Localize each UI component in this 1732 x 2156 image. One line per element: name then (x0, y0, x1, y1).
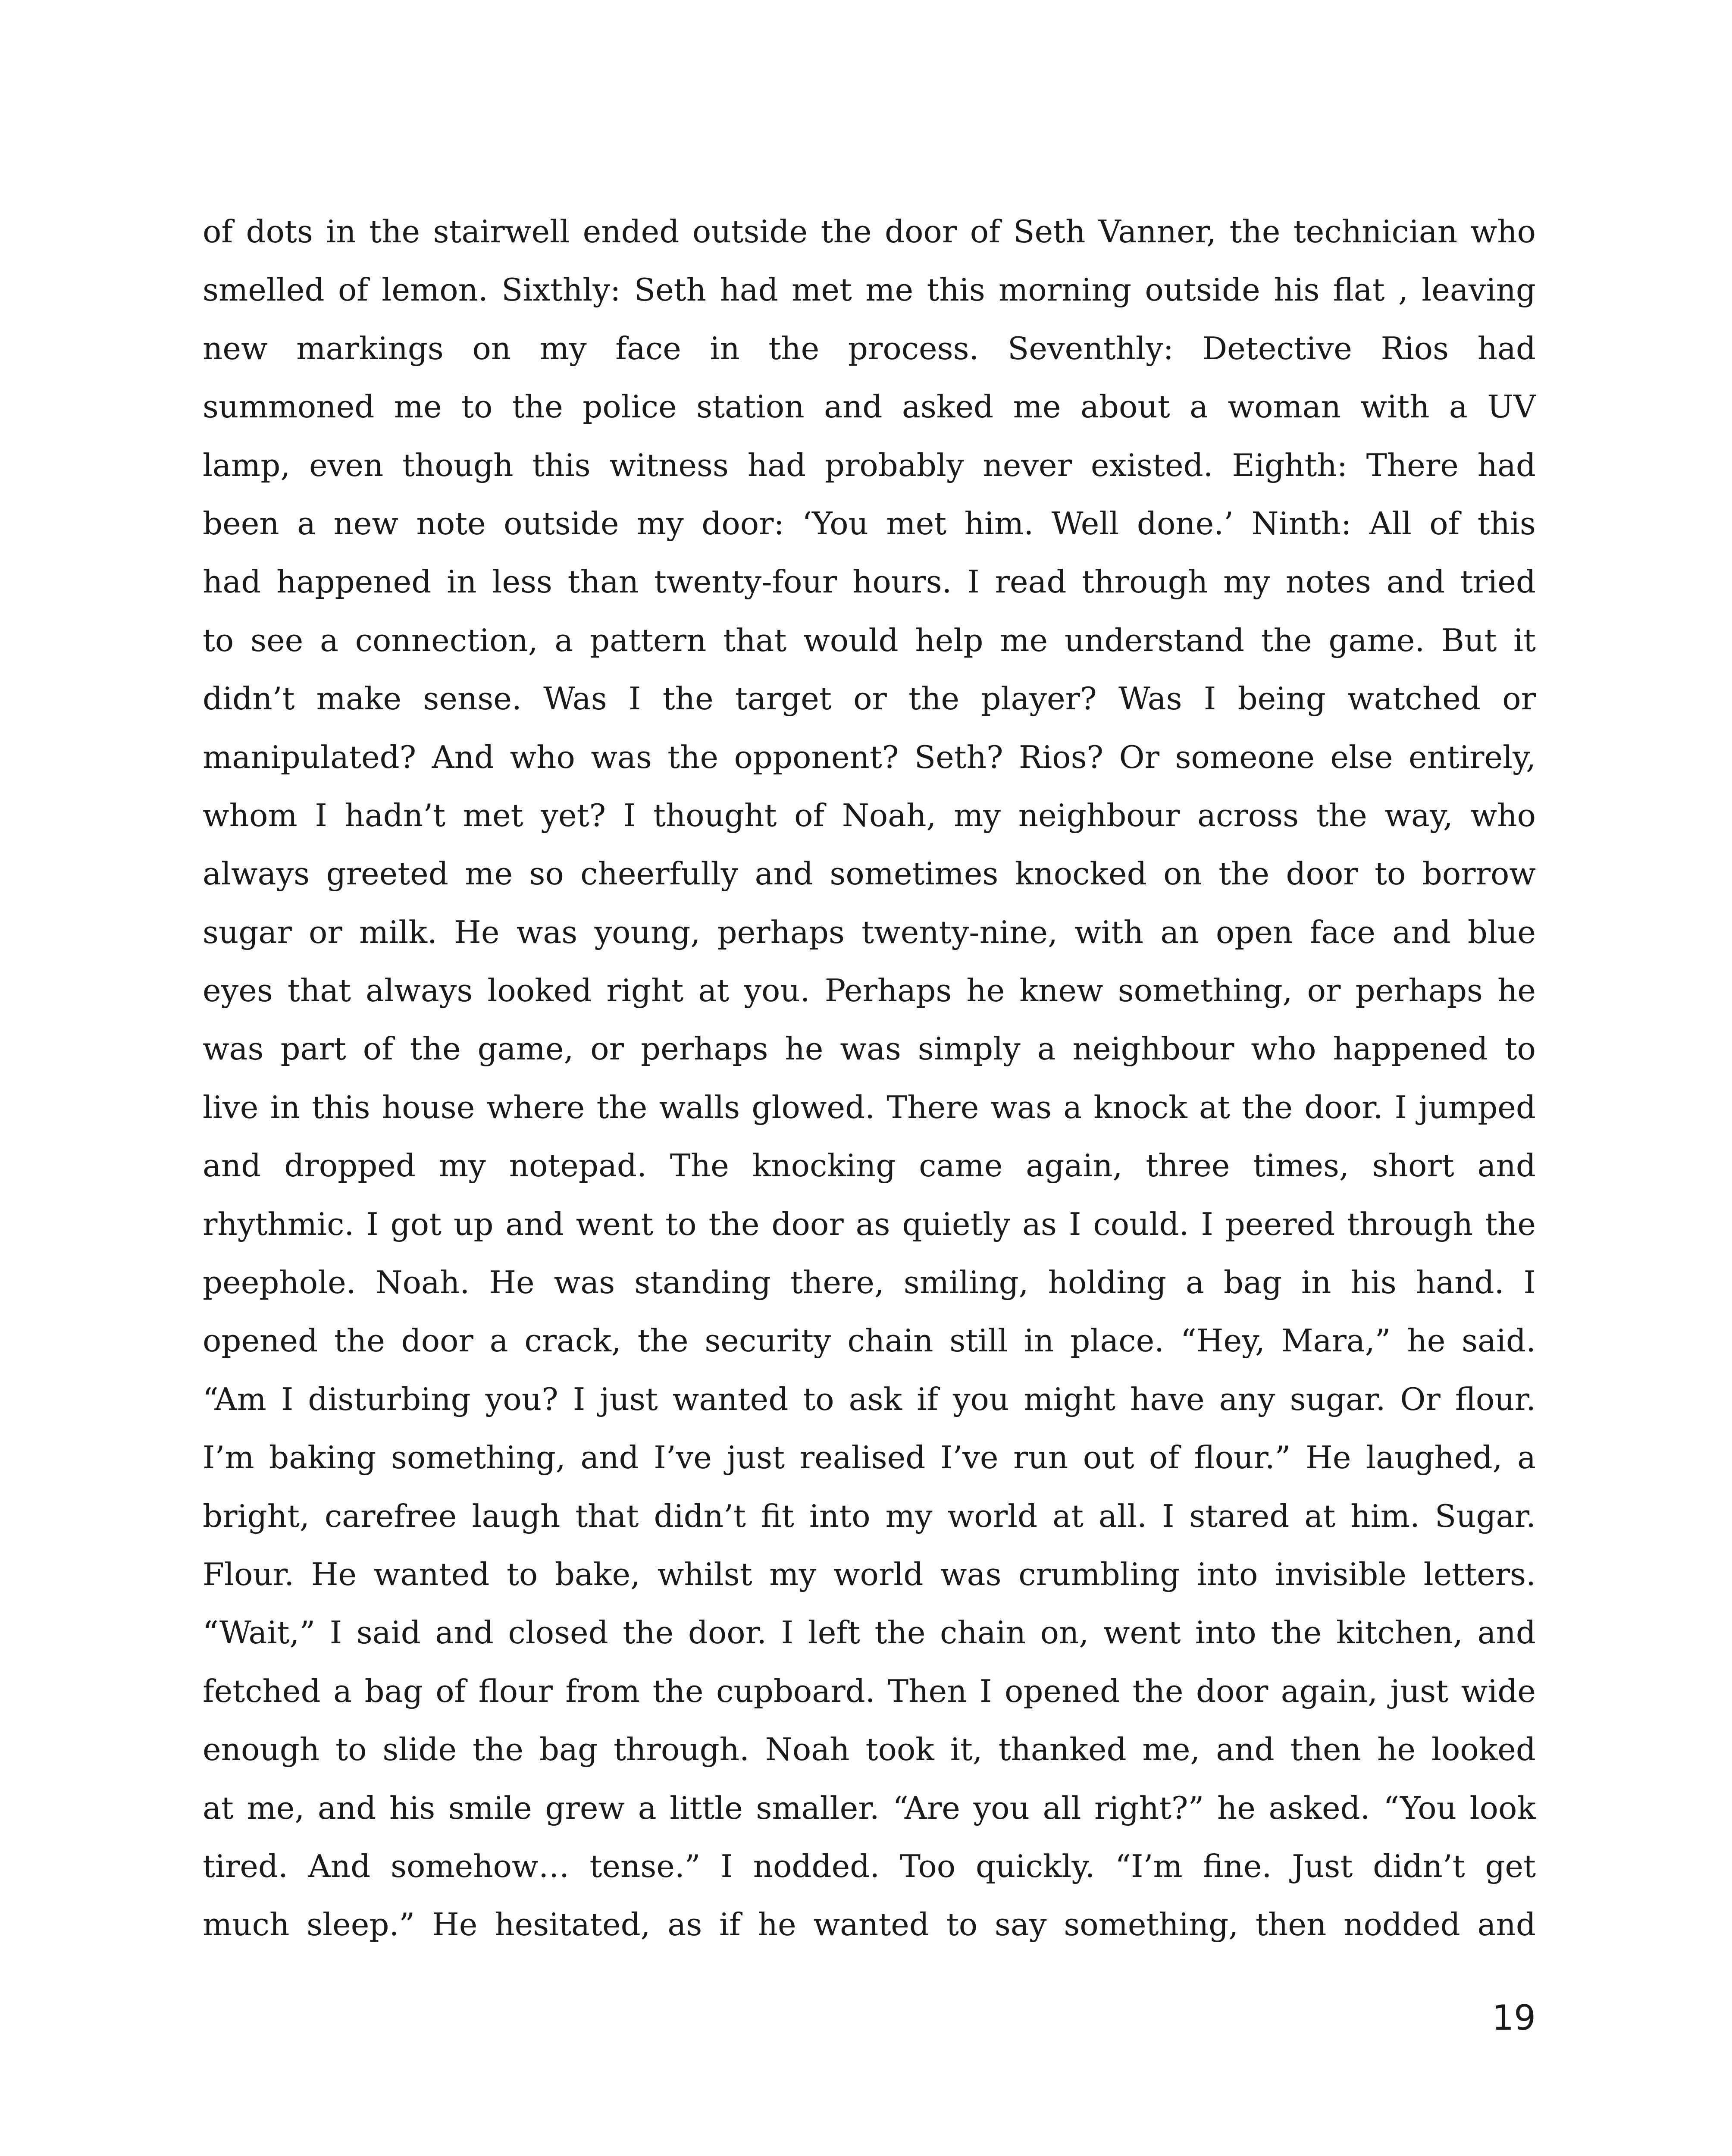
text-line: fetched a bag of flour from the cupboard. Then I opened the door again, just wide (203, 1673, 1536, 1709)
text-line: lamp, even though this witness had probably never existed. Eighth: There had (203, 447, 1536, 483)
text-line: rhythmic. I got up and went to the door as quietly as I could. I peered through the (203, 1206, 1536, 1242)
text-line: didn’t make sense. Was I the target or the player? Was I being watched or (203, 680, 1536, 717)
text-line: whom I hadn’t met yet? I thought of Noah, my neighbour across the way, who (203, 797, 1536, 834)
text-line: tired. And somehow… tense.” I nodded. Too quickly. “I’m fine. Just didn’t get (203, 1848, 1536, 1884)
text-line: been a new note outside my door: ‘You met him. Well done.’ Ninth: All of this (203, 505, 1536, 542)
text-line: opened the door a crack, the security chain still in place. “Hey, Mara,” he said. (203, 1322, 1536, 1359)
text-line: bright, carefree laugh that didn’t fit into my world at all. I stared at him. Sugar. (203, 1498, 1536, 1534)
text-line: summoned me to the police station and asked me about a woman with a UV (203, 389, 1536, 425)
text-line: new markings on my face in the process. Seventhly: Detective Rios had (203, 330, 1536, 367)
text-line: smelled of lemon. Sixthly: Seth had met me this morning outside his flat , leaving (203, 272, 1536, 308)
text-line: manipulated? And who was the opponent? Seth? Rios? Or someone else entirely, (203, 739, 1536, 775)
text-line: had happened in less than twenty-four hours. I read through my notes and tried (203, 564, 1536, 600)
text-line: I’m baking something, and I’ve just realised I’ve run out of flour.” He laughed, a (203, 1439, 1536, 1476)
text-line: peephole. Noah. He was standing there, smiling, holding a bag in his hand. I (203, 1264, 1536, 1301)
text-line: eyes that always looked right at you. Perhaps he knew something, or perhaps he (203, 972, 1536, 1009)
text-line: “Am I disturbing you? I just wanted to ask if you might have any sugar. Or flour. (203, 1381, 1536, 1417)
text-line: and dropped my notepad. The knocking came again, three times, short and (203, 1147, 1536, 1184)
text-line: much sleep.” He hesitated, as if he wanted to say something, then nodded and (203, 1906, 1536, 1943)
text-line: to see a connection, a pattern that would help me understand the game. But it (203, 622, 1536, 658)
body-text (203, 203, 1536, 1954)
text-line: always greeted me so cheerfully and sometimes knocked on the door to borrow (203, 856, 1536, 892)
page-number: 19 (1492, 1998, 1536, 2038)
text-line: at me, and his smile grew a little smaller. “Are you all right?” he asked. “You look (203, 1789, 1536, 1826)
text-line: “Wait,” I said and closed the door. I left the chain on, went into the kitchen, and (203, 1614, 1536, 1651)
text-line: enough to slide the bag through. Noah took it, thanked me, and then he looked (203, 1731, 1536, 1768)
text-line: of dots in the stairwell ended outside the door of Seth Vanner, the technician who (203, 213, 1536, 250)
text-line: sugar or milk. He was young, perhaps twenty-nine, with an open face and blue (203, 914, 1536, 950)
text-line: was part of the game, or perhaps he was simply a neighbour who happened to (203, 1031, 1536, 1067)
text-line: live in this house where the walls glowed. There was a knock at the door. I jumped (203, 1089, 1536, 1125)
text-line: Flour. He wanted to bake, whilst my world was crumbling into invisible letters. (203, 1556, 1536, 1592)
